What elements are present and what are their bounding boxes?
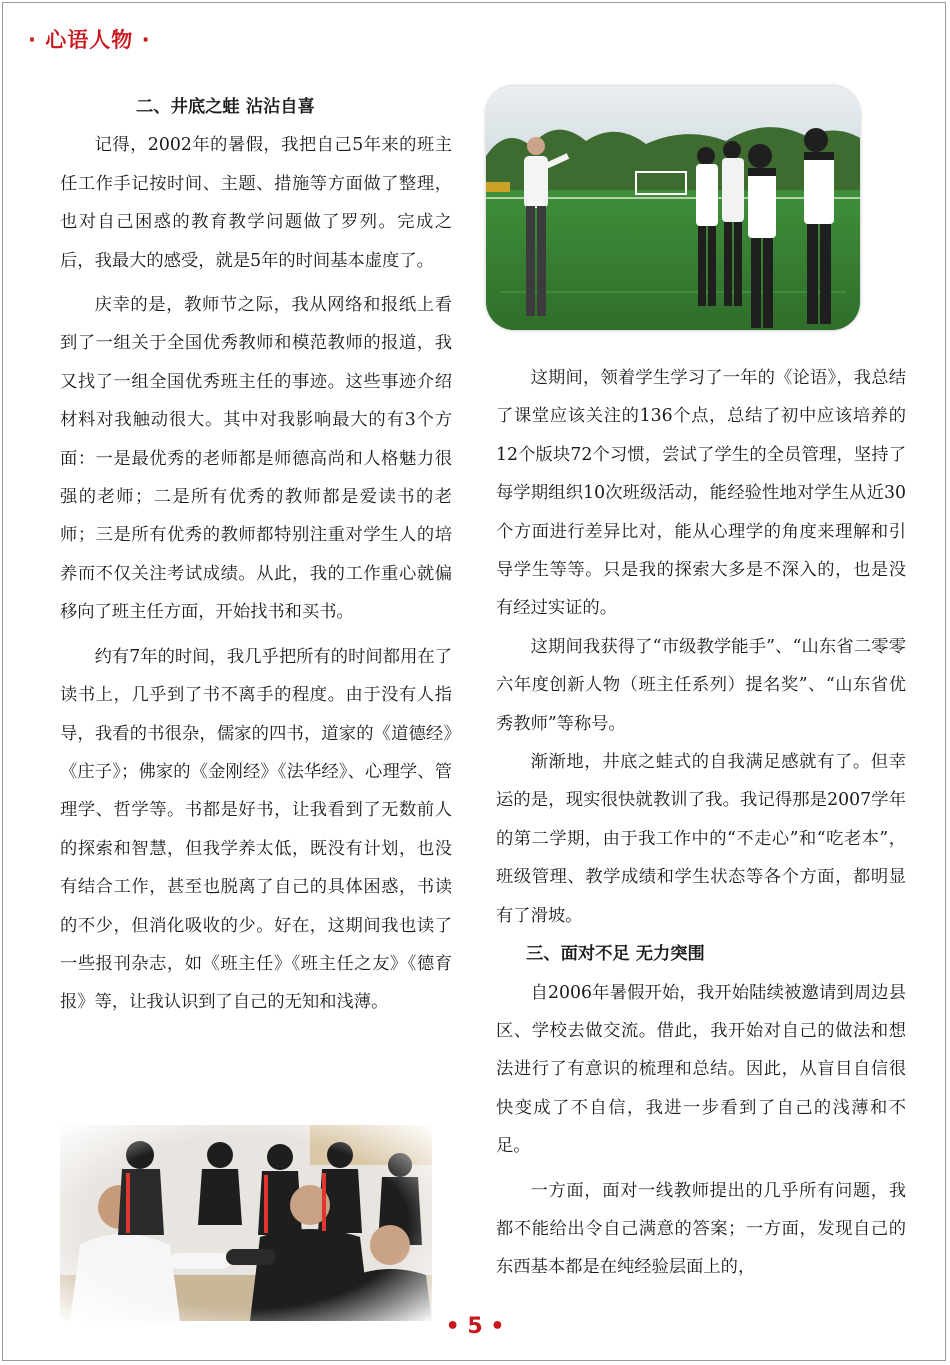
left-column	[60, 88, 452, 1022]
paragraph: 约有7年的时间，我几乎把所有的时间都用在了读书上，几乎到了书不离手的程度。由于没有人指导，我看的书很杂，儒家的四书，道家的《道德经》《庄子》；佛家的《金刚经》《法华经》、心理学、管理学、哲学等。书都是好书，让我看到了无数前人的探索和智慧，但我学养太低，既没有计划，也没有结合工作，甚至也脱离了自己的具体困惑，书读的不少，但消化吸收的少。好在，这期间我也读了一些报刊杂志，如《班主任》《班主任之友》《德育报》等，让我认识到了自己的无知和浅薄。	[60, 646, 452, 1013]
page-number: • 5 •	[445, 1314, 505, 1339]
paragraph: 一方面，面对一线教师提出的几乎所有问题，我都不能给出令自己满意的答案；一方面，发现自己的东西基本都是在纯经验层面上的，	[496, 1180, 906, 1278]
photo-teacher-with-students-field	[486, 86, 860, 330]
paragraph: 庆幸的是，教师节之际，我从网络和报纸上看到了一组关于全国优秀教师和模范教师的报道，我又找了一组全国优秀班主任的事迹。这些事迹介绍材料对我触动很大。其中对我影响最大的有3个方面：一是最优秀的老师都是师德高尚和人格魅力很强的老师；二是所有优秀的教师都是爱读书的老师；三是所有优秀的教师都特别注重对学生人的培养而不仅关注考试成绩。从此，我的工作重心就偏移向了班主任方面，开始找书和买书。	[60, 295, 452, 623]
paragraph: 自2006年暑假开始，我开始陆续被邀请到周边县区、学校去做交流。借此，我开始对自己的做法和想法进行了有意识的梳理和总结。因此，从盲目自信很快变成了不自信，我进一步看到了自己的浅薄和不足。	[496, 982, 906, 1157]
right-column	[496, 359, 906, 1287]
paragraph: 这期间，领着学生学习了一年的《论语》，我总结了课堂应该关注的136个点，总结了初中应该培养的12个版块72个习惯，尝试了学生的全员管理，坚持了每学期组织10次班级活动，能经验性地对学生从近30个方面进行差异比对，能从心理学的角度来理解和引导学生等等。只是我的探索大多是不深入的，也是没有经过实证的。	[496, 368, 906, 619]
section-heading: 三、面对不足 无力突围	[526, 944, 705, 965]
photo-arm-wrestling-classroom	[60, 1125, 432, 1321]
paragraph: 这期间我获得了“市级教学能手”、“山东省二零零六年度创新人物（班主任系列）提名奖”、“山东省优秀教师”等称号。	[496, 636, 906, 734]
section-heading: 二、井底之蛙 沾沾自喜	[136, 97, 315, 117]
section-title: · 心语人物 ·	[28, 28, 151, 52]
paragraph: 渐渐地，井底之蛙式的自我满足感就有了。但幸运的是，现实很快就教训了我。我记得那是2007学年的第二学期，由于我工作中的“不走心”和“吃老本”，班级管理、教学成绩和学生状态等各个方面，都明显有了滑坡。	[496, 752, 906, 926]
paragraph: 记得，2002年的暑假，我把自己5年来的班主任工作手记按时间、主题、措施等方面做了整理，也对自己困惑的教育教学问题做了罗列。完成之后，我最大的感受，就是5年的时间基本虚度了。	[60, 135, 452, 271]
